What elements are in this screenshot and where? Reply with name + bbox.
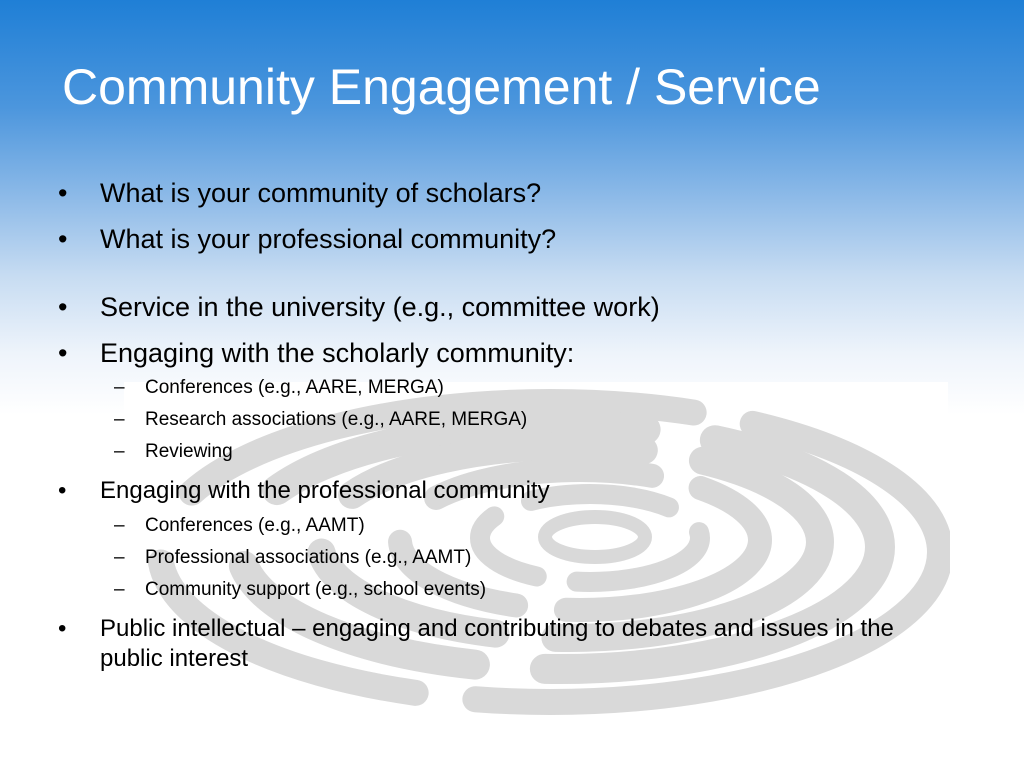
bullet-item [58, 476, 958, 506]
sub-bullet-text: Research associations (e.g., AARE, MERGA) [145, 409, 528, 430]
bullet-list [58, 176, 958, 678]
bullet-text: Engaging with the professional community [100, 477, 550, 504]
dash-marker: – [114, 579, 125, 600]
dash-marker: – [114, 547, 125, 568]
bullet-marker: • [58, 224, 68, 254]
sub-bullet-item [58, 514, 958, 538]
sub-bullet-text: Conferences (e.g., AARE, MERGA) [145, 377, 444, 398]
bullet-text: Public intellectual – engaging and contributing to debates and issues in the public interest [100, 615, 894, 672]
bullet-text: What is your professional community? [100, 224, 557, 254]
sub-bullet-item [58, 440, 958, 464]
slide-title: Community Engagement / Service [62, 59, 821, 115]
sub-bullet-text: Community support (e.g., school events) [145, 579, 487, 600]
sub-bullet-item [58, 578, 958, 602]
dash-marker: – [114, 441, 125, 462]
bullet-marker: • [58, 615, 67, 642]
bullet-marker: • [58, 292, 68, 322]
bullet-item [58, 290, 958, 324]
bullet-item [58, 176, 958, 210]
sub-bullet-item [58, 408, 958, 432]
bullet-item [58, 222, 958, 256]
sub-bullet-text: Conferences (e.g., AAMT) [145, 515, 365, 536]
sub-bullet-text: Professional associations (e.g., AAMT) [145, 547, 472, 568]
dash-marker: – [114, 377, 125, 398]
bullet-text: Engaging with the scholarly community: [100, 338, 575, 368]
bullet-marker: • [58, 477, 67, 504]
sub-bullet-item [58, 376, 958, 400]
bullet-text: What is your community of scholars? [100, 178, 542, 208]
dash-marker: – [114, 409, 125, 430]
bullet-text: Service in the university (e.g., committee work) [100, 292, 660, 322]
bullet-item [58, 336, 958, 370]
bullet-marker: • [58, 338, 68, 368]
bullet-marker: • [58, 178, 68, 208]
sub-bullet-item [58, 546, 958, 570]
dash-marker: – [114, 515, 125, 536]
sub-bullet-text: Reviewing [145, 441, 233, 462]
bullet-item [58, 614, 958, 674]
